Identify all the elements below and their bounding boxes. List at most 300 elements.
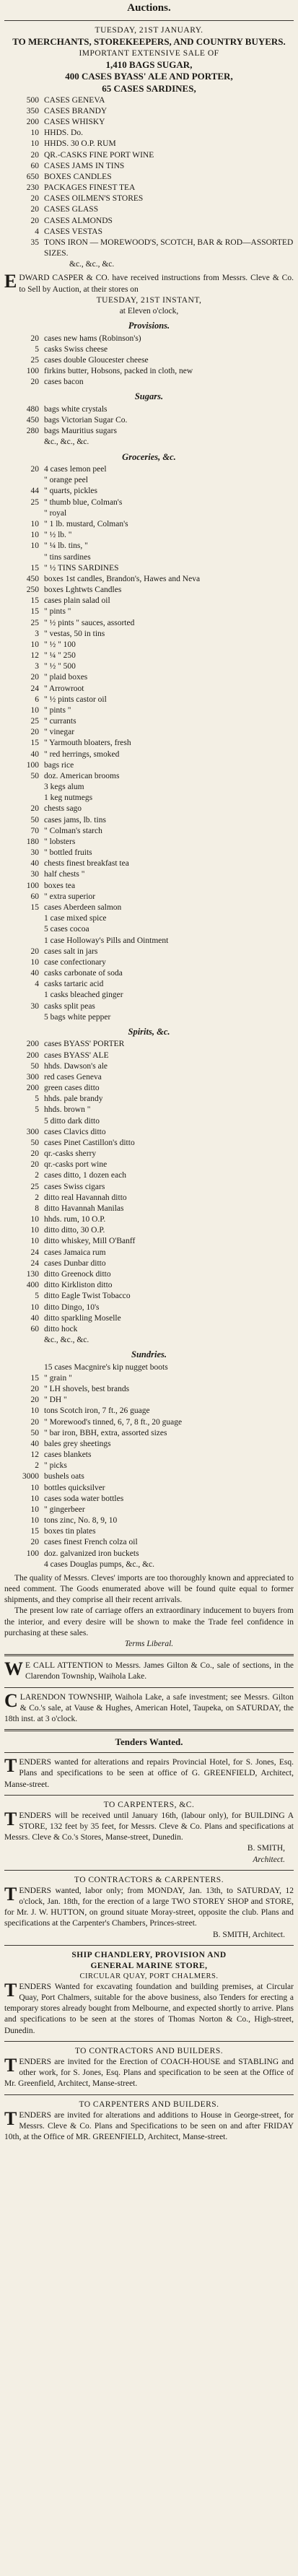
sundry-row xyxy=(4,1537,294,1548)
item-quantity: 15 xyxy=(30,596,39,606)
lot-row xyxy=(4,172,294,183)
item-quantity: 6 xyxy=(35,695,39,704)
item-text: boxes Lghtwts Candles xyxy=(44,586,122,595)
grocery-row xyxy=(4,519,294,530)
spirit-row xyxy=(4,1170,294,1181)
grocery-row xyxy=(4,695,294,705)
lot-row xyxy=(4,95,294,106)
spirit-row xyxy=(4,1127,294,1138)
item-text: 5 ditto dark ditto xyxy=(44,1116,100,1126)
item-quantity: 12 xyxy=(30,1450,39,1460)
tender-coach-house-title: TO CONTRACTORS AND BUILDERS. xyxy=(74,2046,224,2055)
item-text: CASES JAMS IN TINS xyxy=(44,161,125,170)
item-quantity: 5 xyxy=(35,1105,39,1115)
closing-paragraph: The present low rate of carriage offers an extraordinary inducement to buyers from the interior, and every desire will be shown to make the Trade feel confidence in purchasing at these sales. xyxy=(4,1606,294,1637)
item-quantity: 20 xyxy=(30,205,39,214)
item-text: boxes 1st candles, Brandon's, Hawes and Neva xyxy=(44,574,201,583)
lot-row xyxy=(4,216,294,227)
item-text: BOXES CANDLES xyxy=(44,172,112,181)
spirit-row xyxy=(4,1116,294,1127)
item-text: cases Clavics ditto xyxy=(44,1127,106,1136)
item-text: HHDS. Do. xyxy=(44,129,83,138)
provision-row xyxy=(4,334,294,344)
spirit-row xyxy=(4,1280,294,1291)
item-quantity: 5 xyxy=(35,1292,39,1301)
item-quantity xyxy=(4,552,44,563)
grocery-row xyxy=(4,858,294,869)
item-quantity: 30 xyxy=(30,870,39,879)
grocery-row xyxy=(4,585,294,596)
grocery-row xyxy=(4,640,294,650)
item-text: " ¼ lb. tins, " xyxy=(44,541,88,551)
item-text: ditto Havannah Manilas xyxy=(44,1204,124,1213)
grocery-row xyxy=(4,804,294,814)
grocery-row xyxy=(4,574,294,585)
item-text: bales grey sheetings xyxy=(44,1439,111,1448)
spirit-row xyxy=(4,1050,294,1061)
item-text: ditto whiskey, Mill O'Banff xyxy=(44,1237,136,1246)
grocery-row xyxy=(4,782,294,793)
spirit-row xyxy=(4,1072,294,1083)
item-text: cases Dunbar ditto xyxy=(44,1258,106,1268)
item-quantity: 20 xyxy=(30,947,39,956)
item-text: cases BYASS' ALE xyxy=(44,1050,109,1060)
item-text: cases Aberdeen salmon xyxy=(44,903,122,912)
lot-header-line: 1,410 BAGS SUGAR, xyxy=(105,58,193,70)
item-quantity: 20 xyxy=(30,194,39,204)
item-text: " ½ TINS SARDINES xyxy=(44,563,119,573)
item-quantity xyxy=(4,936,44,947)
item-text: ditto real Havannah ditto xyxy=(44,1193,127,1202)
tender-contractors-title: TO CONTRACTORS & CARPENTERS. xyxy=(74,1875,224,1884)
divider xyxy=(4,1729,294,1731)
item-quantity: 10 xyxy=(30,541,39,551)
item-quantity: 3000 xyxy=(22,1472,39,1481)
item-quantity xyxy=(4,913,44,924)
closing-paragraph: The quality of Messrs. Cleves' imports are too thoroughly known and appreciated to need comment. The Goods enumerated above will be found quite equal to former shipments, and they comprise all their recent arrivals. xyxy=(4,1573,294,1605)
sundry-row xyxy=(4,1505,294,1515)
item-quantity xyxy=(4,990,44,1001)
item-text: " grain " xyxy=(44,1373,72,1383)
item-quantity: 10 xyxy=(30,1226,39,1235)
lot-row xyxy=(4,139,294,149)
item-text: 1 case Holloway's Pills and Ointment xyxy=(44,936,169,945)
item-text: doz. American brooms xyxy=(44,771,120,780)
dropcap: E xyxy=(4,271,17,292)
item-quantity: 480 xyxy=(26,404,39,414)
auction-audience: TO MERCHANTS, STOREKEEPERS, AND COUNTRY BUYERS. xyxy=(12,35,286,47)
item-text: " pints " xyxy=(44,607,71,617)
item-quantity xyxy=(4,508,44,519)
item-text: " pints " xyxy=(44,705,71,715)
item-quantity: 50 xyxy=(30,1138,39,1147)
item-text: &c., &c., &c. xyxy=(44,438,89,447)
item-text: " bottled fruits xyxy=(44,848,92,858)
sundry-row xyxy=(4,1494,294,1505)
item-text: cases salt in jars xyxy=(44,947,98,956)
grocery-row xyxy=(4,629,294,640)
spirit-row xyxy=(4,1094,294,1105)
spirit-row xyxy=(4,1335,294,1346)
lot-row xyxy=(4,117,294,128)
sundry-row xyxy=(4,1362,294,1373)
item-text: " DH " xyxy=(44,1396,67,1405)
grocery-row xyxy=(4,606,294,617)
grocery-row xyxy=(4,1012,294,1023)
grocery-row xyxy=(4,672,294,683)
item-text: PACKAGES FINEST TEA xyxy=(44,183,136,193)
provision-row xyxy=(4,366,294,377)
item-text: CASES GLASS xyxy=(44,205,99,214)
tender-port-chalmers: TENDERS Wanted for excavating foundation and building premises, at Circular Quay, Port Chalmers, suitable for the above business, also Tenders for erecting a temporary stores already bought from Melbourne, and expected shortly to arrive. Plans and specifications to be seen at the stores of Thomas Norton & Co., High-street, Dunedin. xyxy=(4,1979,294,2035)
item-text: " Yarmouth bloaters, fresh xyxy=(44,739,131,748)
item-text: QR.-CASKS FINE PORT WINE xyxy=(44,150,154,160)
spirits-title: Spirits, &c. xyxy=(128,1026,170,1037)
item-quantity: 2 xyxy=(35,1461,39,1471)
tender-house-title: TO CARPENTERS AND BUILDERS. xyxy=(79,2099,219,2109)
sugar-row xyxy=(4,426,294,437)
item-text: tons zinc, No. 8, 9, 10 xyxy=(44,1516,118,1526)
item-quantity: 20 xyxy=(30,465,39,474)
lot-header-line: 400 CASES BYASS' ALE AND PORTER, xyxy=(65,71,233,82)
tender-carpenters-title: TO CARPENTERS, &C. xyxy=(103,1800,195,1809)
lot-row xyxy=(4,193,294,204)
grocery-row xyxy=(4,716,294,727)
lot-row xyxy=(4,183,294,193)
lot-row xyxy=(4,128,294,139)
item-text: cases Swiss cigars xyxy=(44,1182,105,1191)
item-quantity: 500 xyxy=(26,95,39,105)
item-quantity: 40 xyxy=(30,1439,39,1448)
item-text: cases BYASS' PORTER xyxy=(44,1040,125,1049)
spirit-row xyxy=(4,1225,294,1236)
item-quantity: 10 xyxy=(30,129,39,138)
item-quantity: 50 xyxy=(30,1428,39,1437)
item-text: boxes tea xyxy=(44,881,76,890)
grocery-row xyxy=(4,881,294,892)
item-text: " ½ " 100 xyxy=(44,640,76,649)
item-text: HHDS. 30 O.P. RUM xyxy=(44,139,116,149)
item-text: hhds. pale brandy xyxy=(44,1095,103,1104)
item-text: cases Jamaica rum xyxy=(44,1248,106,1257)
tender-house: TENDERS are invited for alterations and additions to House in George-street, for Messrs. Cleve & Co. Plans and Specifications to be seen on and after FRIDAY 10th, at the Office of MR. GREENFIELD, Architect, Manse-street. xyxy=(4,2107,294,2142)
item-quantity: 20 xyxy=(30,673,39,682)
item-quantity: 50 xyxy=(30,815,39,824)
sundry-row xyxy=(4,1428,294,1439)
divider xyxy=(4,1654,294,1656)
item-quantity: 20 xyxy=(30,1538,39,1547)
item-quantity xyxy=(4,1362,44,1373)
item-quantity: 20 xyxy=(30,150,39,160)
item-quantity: 15 xyxy=(30,739,39,748)
item-text: " extra superior xyxy=(44,892,96,901)
item-text: &c., &c., &c. xyxy=(44,1336,89,1345)
item-text: firkins butter, Hobsons, packed in cloth, new xyxy=(44,367,193,376)
sundry-row xyxy=(4,1417,294,1428)
item-quantity: 10 xyxy=(30,640,39,649)
sale-time: at Eleven o'clock, xyxy=(119,306,179,316)
item-quantity: 60 xyxy=(30,161,39,170)
item-quantity: 20 xyxy=(30,216,39,225)
item-quantity: 50 xyxy=(30,1061,39,1071)
item-text: 1 keg nutmegs xyxy=(44,793,93,803)
spirit-row xyxy=(4,1291,294,1302)
divider xyxy=(4,1752,294,1753)
item-quantity: 10 xyxy=(30,1302,39,1312)
item-quantity: 2 xyxy=(35,1193,39,1202)
item-quantity: 50 xyxy=(30,771,39,780)
item-text: casks split peas xyxy=(44,1001,95,1011)
tender-coach-house: TENDERS are invited for the Erection of COACH-HOUSE and STABLING and other work, for S. Jones, Esq. Plans and specification to be seen at the Office of Mr. Greenfield, Architect, Manse-street. xyxy=(4,2055,294,2089)
sundry-row xyxy=(4,1450,294,1461)
item-quantity: 350 xyxy=(26,106,39,116)
item-quantity: 12 xyxy=(30,651,39,661)
divider xyxy=(4,2041,294,2042)
ship-chandlery-title-1: SHIP CHANDLERY, PROVISION AND xyxy=(71,1950,227,1959)
item-text: cases new hams (Robinson's) xyxy=(44,334,141,343)
sugars-list xyxy=(4,404,294,448)
item-text: " ½ lb. " xyxy=(44,531,72,540)
item-quantity: 300 xyxy=(26,1127,39,1136)
item-text: bushels oats xyxy=(44,1472,84,1481)
item-text: bags Victorian Sugar Co. xyxy=(44,416,128,425)
sundry-row xyxy=(4,1483,294,1494)
item-text: CASES WHISKY xyxy=(44,117,105,126)
item-quantity: 20 xyxy=(30,804,39,814)
spirit-row xyxy=(4,1302,294,1313)
item-text: hhds. Dawson's ale xyxy=(44,1061,108,1071)
item-quantity: 5 xyxy=(35,344,39,354)
item-text: CASES VESTAS xyxy=(44,227,102,236)
item-text: " currants xyxy=(44,717,76,726)
item-text: cases double Gloucester cheese xyxy=(44,355,149,365)
grocery-row xyxy=(4,661,294,672)
item-quantity xyxy=(4,437,44,448)
sundry-row xyxy=(4,1515,294,1526)
sugars-title: Sugars. xyxy=(134,391,164,402)
item-text: red cases Geneva xyxy=(44,1072,102,1082)
item-quantity: 100 xyxy=(26,881,39,890)
sundry-row xyxy=(4,1559,294,1570)
item-text: doz. galvanized iron buckets xyxy=(44,1549,139,1558)
grocery-row xyxy=(4,990,294,1001)
item-quantity xyxy=(4,1116,44,1127)
grocery-row xyxy=(4,902,294,913)
item-quantity: 650 xyxy=(26,172,39,181)
spirit-row xyxy=(4,1214,294,1225)
item-quantity: 200 xyxy=(26,1040,39,1049)
grocery-row xyxy=(4,837,294,848)
lot-row xyxy=(4,227,294,238)
grocery-row xyxy=(4,1001,294,1012)
item-quantity: 30 xyxy=(30,848,39,858)
sundry-row xyxy=(4,1395,294,1406)
grocery-row xyxy=(4,979,294,990)
item-text: chests sago xyxy=(44,804,82,814)
spirit-row xyxy=(4,1061,294,1072)
item-quantity: 25 xyxy=(30,618,39,627)
grocery-row xyxy=(4,650,294,661)
item-quantity: 20 xyxy=(30,1396,39,1405)
item-quantity: 40 xyxy=(30,969,39,978)
ship-chandlery-title-3: CIRCULAR QUAY, PORT CHALMERS. xyxy=(79,1972,219,1981)
item-text: ditto sparkling Moselle xyxy=(44,1313,121,1323)
item-text: " lobsters xyxy=(44,837,76,846)
item-quantity: 200 xyxy=(26,1084,39,1093)
item-text: cases bacon xyxy=(44,378,84,387)
dropcap: T xyxy=(4,1755,17,1777)
item-quantity: 280 xyxy=(26,427,39,436)
sundry-row xyxy=(4,1439,294,1450)
item-quantity: 3 xyxy=(35,629,39,638)
item-quantity: 180 xyxy=(26,837,39,846)
dropcap: C xyxy=(4,1689,18,1711)
item-text: " 1 lb. mustard, Colman's xyxy=(44,519,128,528)
item-quantity: 10 xyxy=(30,519,39,528)
item-text: " red herrings, smoked xyxy=(44,749,120,759)
spirit-row xyxy=(4,1105,294,1115)
item-quantity: 70 xyxy=(30,826,39,835)
item-quantity: 40 xyxy=(30,1313,39,1323)
item-text: TONS IRON — MOREWOOD'S, SCOTCH, BAR & ROD—ASSORTED SIZES. xyxy=(44,238,294,258)
item-text: ditto Greenock ditto xyxy=(44,1270,111,1279)
item-quantity: 30 xyxy=(30,1001,39,1011)
dropcap: T xyxy=(4,2055,17,2076)
item-text: ditto Eagle Twist Tobacco xyxy=(44,1292,131,1301)
signature-role: Architect. xyxy=(253,1855,285,1864)
item-text: bottles quicksilver xyxy=(44,1483,105,1492)
item-text: CASES OILMEN'S STORES xyxy=(44,194,144,204)
item-quantity: 20 xyxy=(30,1417,39,1427)
grocery-row xyxy=(4,497,294,508)
item-quantity: 10 xyxy=(30,139,39,149)
item-text: cases blankets xyxy=(44,1450,92,1460)
provision-row xyxy=(4,377,294,388)
grocery-row xyxy=(4,541,294,552)
grocery-row xyxy=(4,815,294,826)
item-quantity: 25 xyxy=(30,717,39,726)
spirit-row xyxy=(4,1039,294,1050)
item-text: " vestas, 50 in tins xyxy=(44,629,105,638)
spirit-row xyxy=(4,1182,294,1193)
grocery-row xyxy=(4,475,294,486)
item-text: 1 casks bleached ginger xyxy=(44,991,123,1000)
item-quantity: 400 xyxy=(26,1281,39,1290)
spirits-list xyxy=(4,1039,294,1346)
lots-header xyxy=(4,59,294,95)
item-quantity: 15 xyxy=(30,1527,39,1536)
grocery-row xyxy=(4,749,294,760)
item-text: " thumb blue, Colman's xyxy=(44,497,123,507)
dropcap: W xyxy=(4,1658,23,1680)
sundries-list xyxy=(4,1362,294,1570)
item-text: " bar iron, BBH, extra, assorted sizes xyxy=(44,1428,167,1437)
item-quantity: 44 xyxy=(30,487,39,496)
signature: B. SMITH, Architect. xyxy=(213,1930,285,1939)
item-quantity: 4 xyxy=(35,227,39,236)
sundry-row xyxy=(4,1549,294,1559)
item-quantity: 60 xyxy=(30,892,39,901)
groceries-list xyxy=(4,464,294,1023)
item-text: " Arrowroot xyxy=(44,684,84,693)
item-quantity: 24 xyxy=(30,1258,39,1268)
dropcap: T xyxy=(4,2107,17,2129)
item-text: 1 case mixed spice xyxy=(44,914,107,923)
grocery-row xyxy=(4,869,294,880)
item-text: 4 cases lemon peel xyxy=(44,465,107,474)
notice-attention: W E CALL ATTENTION to Messrs. James Gilton & Co., sale of sections, in the Clarendon Township, Waihola Lake. xyxy=(4,1658,294,1681)
item-quantity: 100 xyxy=(26,760,39,770)
item-text: qr.-casks port wine xyxy=(44,1160,108,1170)
lot-row xyxy=(4,204,294,215)
item-quantity: 20 xyxy=(30,378,39,387)
item-text: bags white crystals xyxy=(44,404,108,414)
item-text: qr.-casks sherry xyxy=(44,1149,97,1159)
auction-closing xyxy=(4,1573,294,1639)
grocery-row xyxy=(4,464,294,475)
item-text: green cases ditto xyxy=(44,1084,100,1093)
tender-store: TENDERS will be received until January 16th, (labour only), for BUILDING A STORE, 132 feet by 35 feet, for Messrs. Cleve & Co. Plans and specifications at Messrs. Cleve & Co.'s Stores, Manse-street, Dunedin. xyxy=(4,1808,294,1842)
item-quantity: 450 xyxy=(26,416,39,425)
sundry-row xyxy=(4,1406,294,1417)
item-text: tons Scotch iron, 7 ft., 26 guage xyxy=(44,1406,150,1416)
sale-when: TUESDAY, 21ST INSTANT, xyxy=(96,295,202,305)
item-text: 4 cases Douglas pumps, &c., &c. xyxy=(44,1559,154,1569)
item-text: ditto ditto, 30 O.P. xyxy=(44,1226,105,1235)
divider xyxy=(4,20,294,21)
grocery-row xyxy=(4,826,294,837)
sugar-row xyxy=(4,415,294,426)
auction-sale-line: IMPORTANT EXTENSIVE SALE OF xyxy=(79,48,219,58)
item-text: cases plain salad oil xyxy=(44,596,110,606)
grocery-row xyxy=(4,848,294,858)
item-text: case confectionary xyxy=(44,957,106,967)
item-quantity: 15 xyxy=(30,1373,39,1383)
item-text: CASES BRANDY xyxy=(44,106,108,116)
grocery-row xyxy=(4,552,294,563)
item-text: " plaid boxes xyxy=(44,673,88,682)
item-text: " ½ pints castor oil xyxy=(44,695,107,704)
item-text: " vinegar xyxy=(44,728,75,737)
item-quantity: 15 xyxy=(30,563,39,573)
grocery-row xyxy=(4,924,294,935)
item-text: cases soda water bottles xyxy=(44,1494,124,1503)
item-text: casks Swiss cheese xyxy=(44,344,108,354)
divider xyxy=(4,1795,294,1796)
item-quantity: 20 xyxy=(30,728,39,737)
sundry-row xyxy=(4,1471,294,1482)
item-quantity: 20 xyxy=(30,1160,39,1170)
spirit-row xyxy=(4,1149,294,1159)
sundries-title: Sundries. xyxy=(131,1349,167,1360)
dropcap: T xyxy=(4,1808,17,1829)
auction-date: TUESDAY, 21ST JANUARY. xyxy=(95,25,203,35)
tender-shop: TENDERS wanted, labor only; from MONDAY, Jan. 13th, to SATURDAY, 12 o'clock, Jan. 18th, for the erection of a large TWO STOREY SHOP and STORE, for Mr. J. W. HUTTON, on ground situate Moray-street, opposite the club. Plans and specifications at the Carpenter's Chambers, Princes-street. xyxy=(4,1883,294,1928)
spirit-row xyxy=(4,1248,294,1258)
item-text: ditto Dingo, 10's xyxy=(44,1302,100,1312)
signature-name: B. SMITH, xyxy=(247,1844,285,1853)
grocery-row xyxy=(4,486,294,497)
grocery-row xyxy=(4,563,294,574)
grocery-row xyxy=(4,793,294,804)
grocery-row xyxy=(4,596,294,606)
item-quantity: 24 xyxy=(30,684,39,693)
item-text: cases jams, lb. tins xyxy=(44,815,106,824)
provision-row xyxy=(4,355,294,366)
spirit-row xyxy=(4,1193,294,1204)
item-text: " orange peel xyxy=(44,476,88,485)
item-quantity: 2 xyxy=(35,1171,39,1180)
